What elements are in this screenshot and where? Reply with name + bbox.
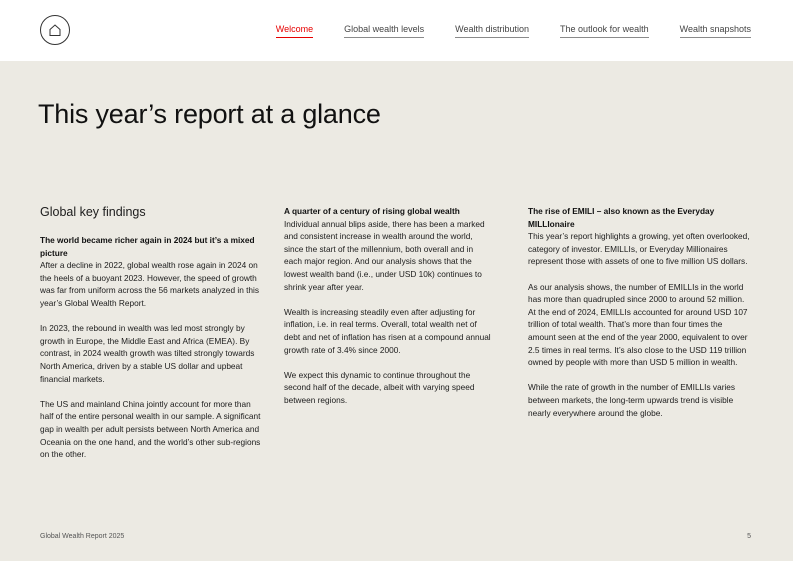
col1-paragraph-2: In 2023, the rebound in wealth was led most strongly by growth in Europe, the Middle East and Africa (EMEA). By contrast, in 2024 wealth growth was tilted strongly towards North America, driven by a stable US dollar and upbeat financial markets. <box>40 323 255 384</box>
column-key-findings <box>40 205 262 461</box>
section-title: Global key findings <box>40 205 146 219</box>
nav-global-wealth-levels[interactable]: Global wealth levels <box>344 24 424 38</box>
col1-paragraph-1: After a decline in 2022, global wealth rose again in 2024 on the heels of a buoyant 2023. However, the speed of growth was far from uniform across the 56 markets analyzed in this year’s Global Wealth Report. <box>40 260 260 308</box>
col1-heading: The world became richer again in 2024 but it’s a mixed picture <box>40 235 255 258</box>
home-button[interactable] <box>40 15 70 45</box>
nav-outlook-for-wealth[interactable]: The outlook for wealth <box>560 24 649 38</box>
page-title: This year’s report at a glance <box>38 99 381 129</box>
page-number: 5 <box>747 533 751 540</box>
nav-wealth-snapshots[interactable]: Wealth snapshots <box>680 24 751 38</box>
column-emili <box>528 205 750 419</box>
main-nav <box>276 24 751 38</box>
col3-heading: The rise of EMILI – also known as the Everyday MILLIonaire <box>528 206 715 229</box>
col1-paragraph-3: The US and mainland China jointly account for more than half of the entire personal wealth in our sample. A significant gap in wealth per adult persists between North America and Oceania on the one hand, and the world’s other sub-regions on the other. <box>40 398 261 460</box>
col2-paragraph-3: We expect this dynamic to continue throughout the second half of the decade, albeit with varying speed between regions. <box>284 369 475 405</box>
nav-welcome[interactable]: Welcome <box>276 24 313 38</box>
col2-heading: A quarter of a century of rising global wealth <box>284 206 460 216</box>
top-navigation-bar <box>0 0 793 61</box>
col3-paragraph-3: While the rate of growth in the number of EMILLIs varies between markets, the long-term upwards trend is visible nearly everywhere around the globe. <box>528 382 736 418</box>
column-rising-wealth <box>284 205 492 407</box>
col2-paragraph-2: Wealth is increasing steadily even after adjusting for inflation, i.e. in real terms. Overall, total wealth net of debt and net of inflation has risen at a compound annual growth rate of 3.4% since 2000. <box>284 306 491 355</box>
home-icon <box>48 23 62 37</box>
col3-paragraph-2: As our analysis shows, the number of EMILLIs in the world has more than quadrupled since 2000 to around 52 million. At the end of 2024, EMILLIs accounted for around USD 107 trillion of total wealth. That’s more than four times the amount seen at the end of the year 2000, equivalent to over 2.5 times in real terms. It’s also close to the USD 119 trillion owned by people with more than USD 5 million in wealth. <box>528 281 748 368</box>
col2-paragraph-1: Individual annual blips aside, there has been a marked and consistent increase in wealth around the world, since the start of the millennium, both overall and in each major region. And our analysis shows that the lowest wealth band (i.e., under USD 10k) continues to shrink year after year. <box>284 218 485 292</box>
col3-paragraph-1: This year’s report highlights a growing, yet often overlooked, category of investor. EMILLIs, or Everyday Millionaires represent those with assets of one to five million US dollars. <box>528 231 750 267</box>
nav-wealth-distribution[interactable]: Wealth distribution <box>455 24 529 38</box>
footer-report-name: Global Wealth Report 2025 <box>40 533 125 540</box>
